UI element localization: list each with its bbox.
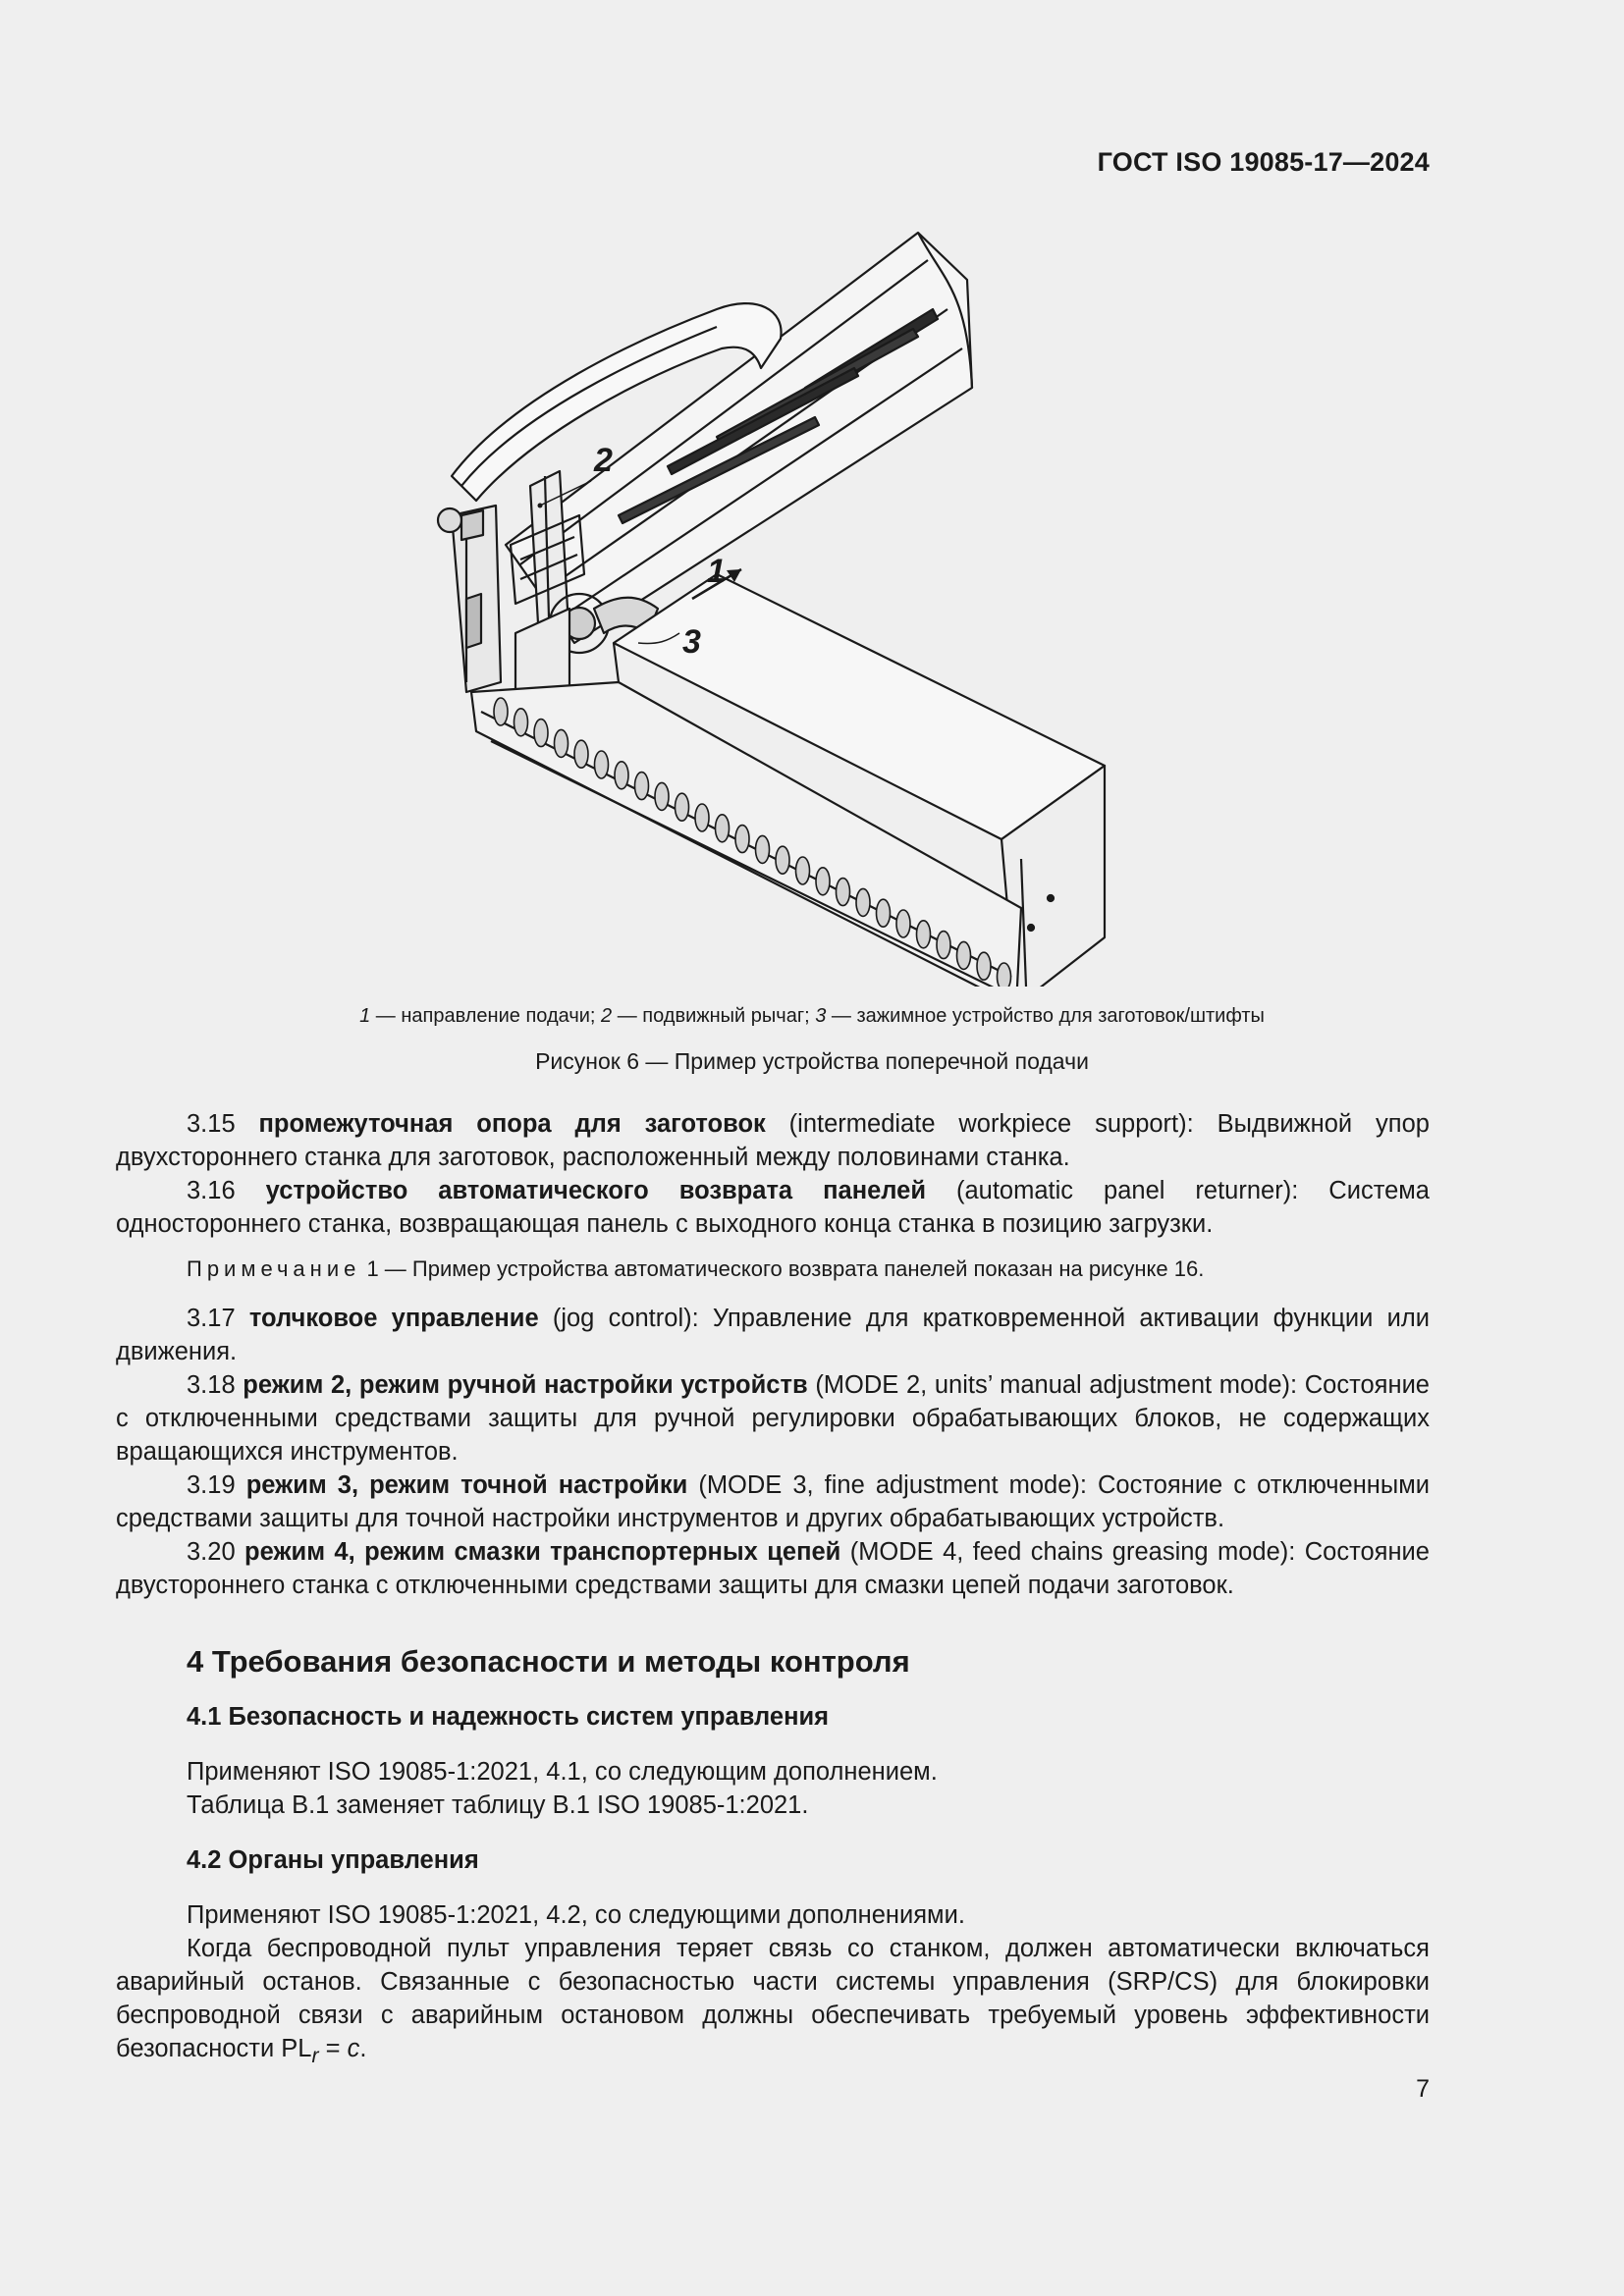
definition-3-16 — [116, 1174, 1430, 1241]
roller — [574, 740, 588, 768]
roller — [776, 846, 789, 874]
definition-text: (jog control): Управление для кратковременной активации функции или движения. — [116, 1305, 1430, 1365]
legend-num-2: 2 — [601, 1005, 613, 1027]
pl-subscript: r — [311, 2044, 319, 2068]
definition-number: 3.18 — [187, 1371, 236, 1399]
document-body — [116, 1107, 1430, 2072]
section-4-2-para-2 — [116, 1932, 1430, 2072]
definition-text: (MODE 3, fine adjustment mode): Состояние с отключенными средствами защиты для точной настройки инструментов и других обрабатывающих устройств. — [116, 1471, 1430, 1532]
definition-3-17 — [116, 1302, 1430, 1368]
callout-1: 1 — [707, 553, 726, 590]
definition-number: 3.19 — [187, 1471, 236, 1499]
definition-number: 3.15 — [187, 1110, 236, 1138]
roller — [716, 815, 730, 842]
callout-2: 2 — [594, 442, 613, 479]
definition-text: (MODE 2, units’ manual adjustment mode): Состояние с отключенными средствами защиты для ручной регулировки обрабатывающих блоков, не содержащих вращающихся инструментов. — [116, 1371, 1430, 1466]
definition-term: режим 4, режим смазки транспортерных цепей — [244, 1538, 841, 1566]
roller — [796, 857, 810, 884]
definition-term: устройство автоматического возврата панелей — [265, 1177, 926, 1204]
roller — [877, 899, 891, 927]
roller — [957, 941, 971, 969]
section-4-1-para-2: Таблица В.1 заменяет таблицу В.1 ISO 19085-1:2021. — [187, 1791, 809, 1819]
roller — [555, 729, 568, 757]
legend-num-1: 1 — [359, 1005, 371, 1027]
page-number: 7 — [1416, 2075, 1430, 2103]
definition-term: толчковое управление — [248, 1305, 539, 1332]
section-4-2-heading: 4.2 Органы управления — [187, 1846, 479, 1874]
standard-header: ГОСТ ISO 19085-17—2024 — [1097, 147, 1430, 177]
roller — [977, 952, 991, 980]
roller — [676, 793, 689, 821]
definition-term: режим 2, режим ручной настройки устройств — [243, 1371, 808, 1399]
definition-term: режим 3, режим точной настройки — [245, 1471, 688, 1499]
callout-3: 3 — [682, 623, 701, 661]
section-4-heading: 4 Требования безопасности и методы контроля — [187, 1644, 910, 1679]
definition-3-20 — [116, 1535, 1430, 1602]
pl-value: c — [347, 2035, 360, 2062]
roller — [494, 698, 508, 725]
definition-number: 3.17 — [187, 1305, 236, 1332]
definition-text: (automatic panel returner): Система одностороннего станка, возвращающая панель с выходного конца станка в позицию загрузки. — [116, 1177, 1430, 1238]
legend-text-2: — подвижный рычаг; — [612, 1005, 816, 1027]
note-text: 1 — Пример устройства автоматического возврата панелей показан на рисунке 16. — [360, 1256, 1205, 1281]
definition-term: промежуточная опора для заготовок — [258, 1110, 766, 1138]
section-4-2-para-1: Применяют ISO 19085-1:2021, 4.2, со следующими дополнениями. — [187, 1901, 965, 1929]
definition-number: 3.16 — [187, 1177, 236, 1204]
note-1 — [116, 1253, 1430, 1286]
roller — [695, 804, 709, 831]
roller — [816, 868, 830, 895]
section-4-1-para-1: Применяют ISO 19085-1:2021, 4.1, со следующим дополнением. — [187, 1758, 938, 1786]
section-4-1-heading: 4.1 Безопасность и надежность систем управления — [187, 1703, 830, 1731]
note-label: Примечание — [187, 1256, 361, 1281]
definition-3-15 — [116, 1107, 1430, 1174]
roller — [837, 879, 850, 906]
definition-text: (MODE 4, feed chains greasing mode): Состояние двустороннего станка с отключенными средствами защиты для смазки цепей подачи заготовок. — [116, 1538, 1430, 1599]
cross-feed-device-drawing — [422, 221, 1129, 987]
figure-legend — [0, 1005, 1624, 1028]
roller — [595, 751, 609, 778]
para-period: . — [359, 2035, 367, 2062]
definition-3-18 — [116, 1368, 1430, 1468]
legend-num-3: 3 — [815, 1005, 827, 1027]
definition-text: (intermediate workpiece support): Выдвижной упор двухстороннего станка для заготовок, расположенный между половинами станка. — [116, 1110, 1430, 1171]
figure-caption: Рисунок 6 — Пример устройства поперечной подачи — [535, 1048, 1089, 1074]
roller — [856, 888, 870, 916]
legend-text-3: — зажимное устройство для заготовок/штифты — [826, 1005, 1265, 1027]
roller — [615, 762, 628, 789]
roller — [534, 720, 548, 747]
roller — [514, 709, 528, 736]
roller — [635, 773, 649, 800]
roller — [917, 921, 931, 948]
roller — [756, 835, 770, 863]
definition-number: 3.20 — [187, 1538, 236, 1566]
roller — [998, 963, 1011, 987]
definition-3-19 — [116, 1468, 1430, 1535]
section-4-2-para-2-text: Когда беспроводной пульт управления теряет связь со станком, должен автоматически включаться аварийный останов. Связанные с безопасностью части системы управления (SRP/CS) для блокировки беспроводной связи с аварийным остановом должны обеспечивать требуемый уровень эффективности безопасности PL — [116, 1935, 1430, 2062]
roller — [937, 932, 950, 959]
roller — [655, 782, 669, 810]
pl-equals: = — [318, 2035, 348, 2062]
roller — [896, 910, 910, 937]
figure-6-illustration — [422, 221, 1129, 987]
legend-text-1: — направление подачи; — [370, 1005, 602, 1027]
roller — [735, 826, 749, 853]
